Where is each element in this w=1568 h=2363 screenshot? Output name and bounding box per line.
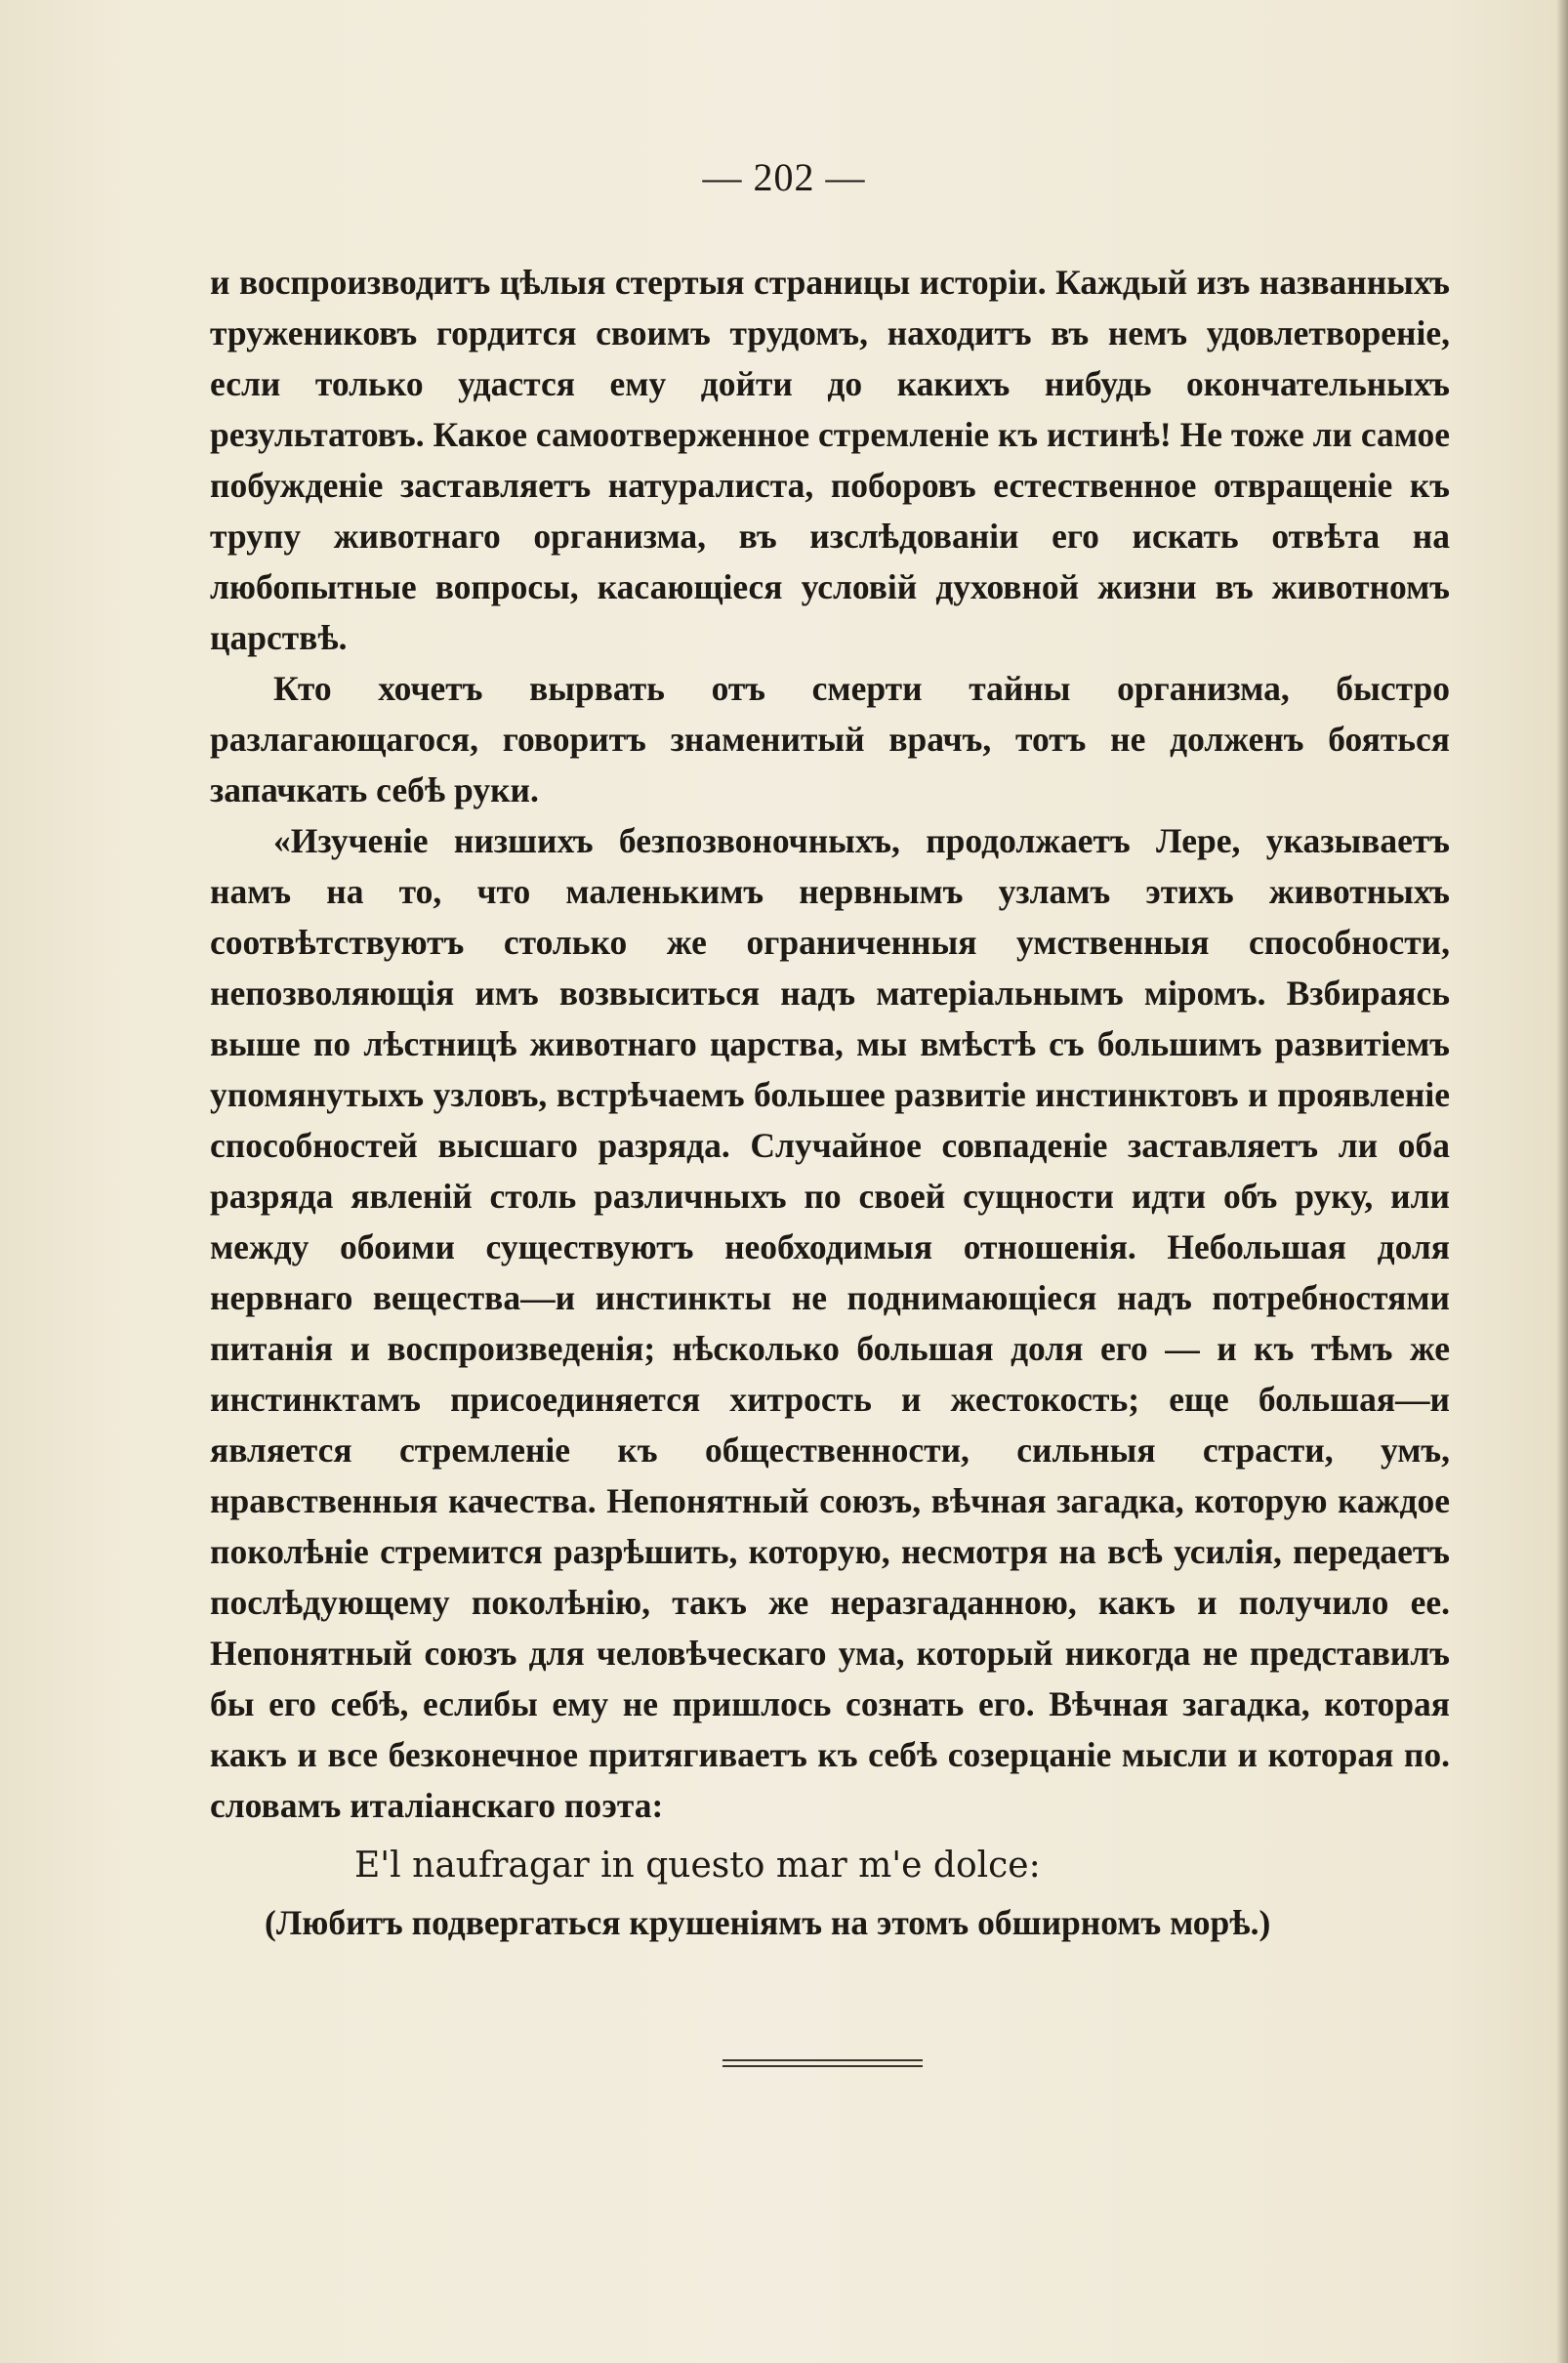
page-number: — 202 — — [702, 155, 866, 199]
section-end-rule — [722, 2059, 923, 2069]
body-text — [210, 257, 1450, 1948]
paragraph-physician-quote: Кто хочетъ вырвать отъ смерти тайны организма, быстро разлагающагося, говоритъ знаменитый врачъ, тотъ не долженъ бояться запачкать себѣ руки. — [210, 669, 1450, 809]
paragraph-leret-quote: «Изученіе низшихъ безпозвоночныхъ, продолжаетъ Лере, указываетъ намъ на то, что маленькимъ нервнымъ узламъ этихъ животныхъ соотвѣтствуютъ столько же ограниченныя умственныя способности, непозволяющія имъ возвыситься надъ матеріальнымъ міромъ. Взбираясь выше по лѣстницѣ животнаго царства, мы вмѣстѣ съ большимъ развитіемъ упомянутыхъ узловъ, встрѣчаемъ большее развитіе инстинктовъ и проявленіе способностей высшаго разряда. Случайное совпаденіе заставляетъ ли оба разряда явленій столь различныхъ по своей сущности идти объ руку, или между обоими существуютъ необходимыя отношенія. Небольшая доля нервнаго вещества—и инстинкты не поднимающіеся надъ потребностями питанія и воспроизведенія; нѣсколько большая доля его — и къ тѣмъ же инстинктамъ присоединяется хитрость и жестокость; еще большая—и является стремленіе къ общественности, сильныя страсти, умъ, нравственныя качества. Непонятный союзъ, вѣчная загадка, которую каждое поколѣніе стремится разрѣшить, которую, несмотря на всѣ усилія, передаетъ послѣдующему поколѣнію, такъ же неразгаданною, какъ и получило ее. Непонятный союзъ для человѣческаго ума, который никогда не представилъ бы его себѣ, еслибы ему не пришлось сознать его. Вѣчная загадка, которая какъ и все безконечное притягиваетъ къ себѣ созерцаніе мысли и которая по. словамъ италіанскаго поэта: — [210, 821, 1450, 1825]
italian-verse: E'l naufragar in questo mar m'e dolce: — [354, 1845, 1041, 1886]
page-edge-shadow — [1556, 0, 1568, 2363]
rule-line-bottom — [722, 2065, 923, 2067]
rule-line-top — [722, 2059, 923, 2061]
verse-translation: (Любитъ подвергаться крушеніямъ на этомъ обширномъ морѣ.) — [265, 1903, 1271, 1942]
paragraph-continued: и воспроизводитъ цѣлыя стертыя страницы исторіи. Каждый изъ названныхъ тружениковъ гордится своимъ трудомъ, находитъ въ немъ удовлетвореніе, если только удастся ему дойти до какихъ нибудь окончательныхъ результатовъ. Какое самоотверженное стремленіе къ истинѣ! Не тоже ли самое побужденіе заставляетъ натуралиста, поборовъ естественное отвращеніе къ трупу животнаго организма, въ изслѣдованіи его искать отвѣта на любопытные вопросы, касающіеся условій духовной жизни въ животномъ царствѣ. — [210, 263, 1450, 657]
